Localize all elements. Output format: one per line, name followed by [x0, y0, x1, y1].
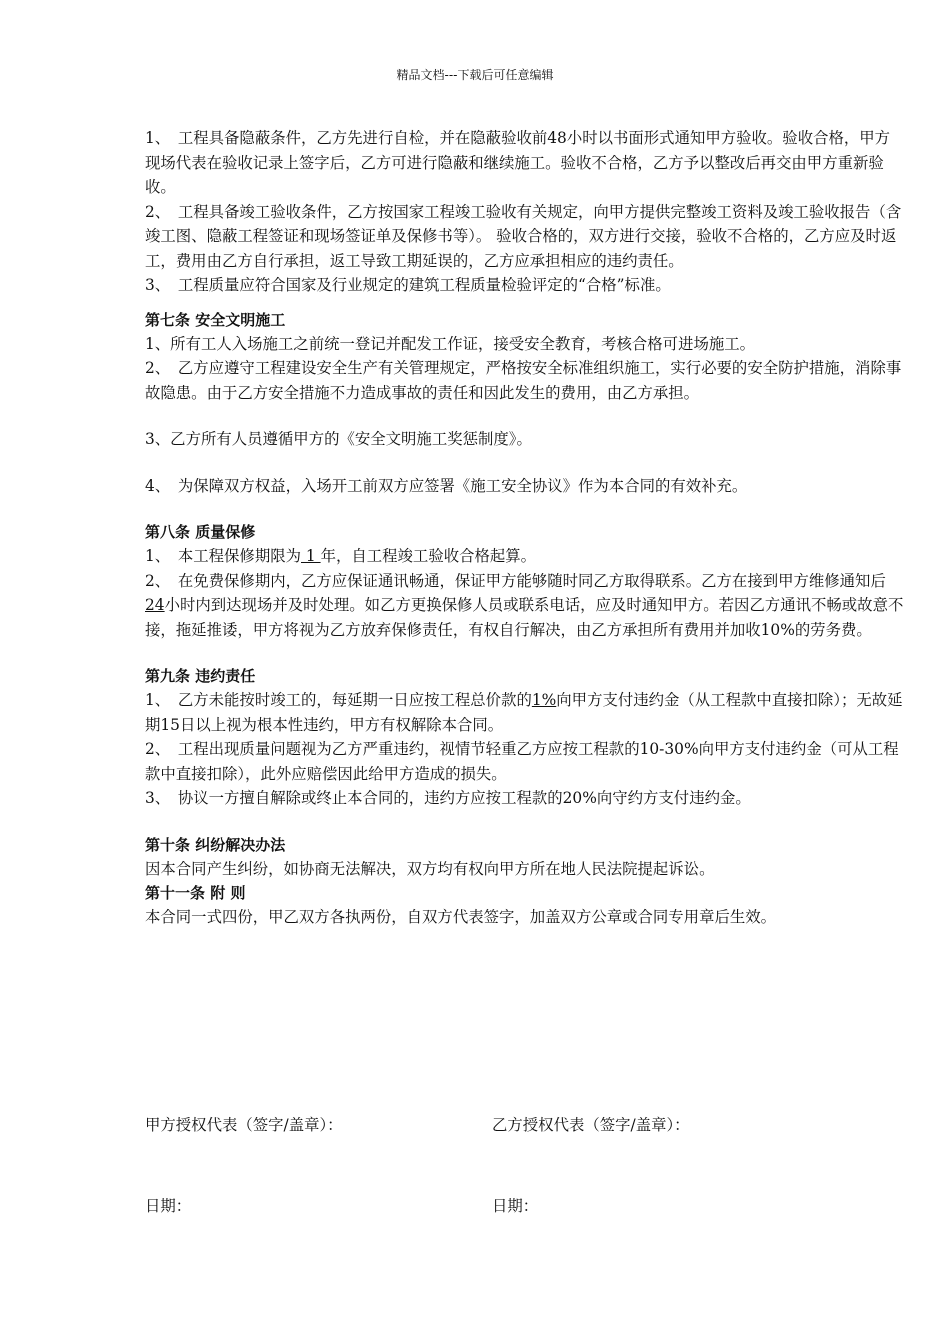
quality-clause-1: 1、 工程具备隐蔽条件，乙方先进行自检，并在隐蔽验收前48小时以书面形式通知甲方验收。验收合格，甲方现场代表在验收记录上签字后，乙方可进行隐蔽和继续施工。验收不合格，乙方予以整改后再交由甲方重新验收。 — [145, 129, 891, 196]
party-a-date: 日期： — [145, 1197, 192, 1215]
breach-clause-1: 1、 乙方未能按时竣工的，每延期一日应按工程总价款的1%向甲方支付违约金（从工程款中直接扣除）；无故延期15日以上视为根本性违约，甲方有权解除本合同。 — [145, 691, 903, 734]
breach-clause-2: 2、 工程出现质量问题视为乙方严重违约，视情节轻重乙方应按工程款的10-30%向甲方支付违约金（可从工程款中直接扣除），此外应赔偿因此给甲方造成的损失。 — [145, 740, 899, 783]
warranty-clause-2: 2、 在免费保修期内，乙方应保证通讯畅通，保证甲方能够随时同乙方取得联系。乙方在接到甲方维修通知后24小时内到达现场并及时处理。如乙方更换保修人员或联系电话，应及时通知甲方。若因乙方通讯不畅或故意不接，拖延推诿，甲方将视为乙方放弃保修责任，有权自行解决，由乙方承担所有费用并加收10%的劳务费。 — [145, 571, 904, 639]
page-header: 精品文档---下载后可任意编辑 — [396, 68, 554, 82]
section-10-title: 第十条 纠纷解决办法 — [145, 835, 286, 854]
dispute-clause: 因本合同产生纠纷，如协商无法解决，双方均有权向甲方所在地人民法院提起诉讼。 — [145, 859, 715, 878]
quality-clause-2: 2、 工程具备竣工验收条件，乙方按国家工程竣工验收有关规定，向甲方提供完整竣工资料及竣工验收报告（含竣工图、隐蔽工程签证和现场签证单及保修书等）。 验收合格的，双方进行交接，验收不合格的，乙方应及时返工，费用由乙方自行承担，返工导致工期延误的，乙方应承担相应的违约责任。 — [145, 202, 902, 270]
section-8-title: 第八条 质量保修 — [145, 523, 256, 541]
safety-clause-3: 3、乙方所有人员遵循甲方的《安全文明施工奖惩制度》。 — [145, 430, 532, 448]
section-7-title: 第七条 安全文明施工 — [145, 310, 286, 329]
safety-clause-4: 4、 为保障双方权益，入场开工前双方应签署《施工安全协议》作为本合同的有效补充。 — [145, 476, 748, 495]
supplementary-clause: 本合同一式四份，甲乙双方各执两份，自双方代表签字，加盖双方公章或合同专用章后生效。 — [145, 908, 777, 926]
warranty-clause-1: 1、 本工程保修期限为 1 年，自工程竣工验收合格起算。 — [145, 547, 537, 565]
section-11-title: 第十一条 附 则 — [145, 884, 246, 902]
quality-clause-3: 3、 工程质量应符合国家及行业规定的建筑工程质量检验评定的“合格”标准。 — [145, 276, 671, 294]
response-hours: 24 — [145, 596, 165, 614]
section-9-title: 第九条 违约责任 — [145, 667, 256, 685]
party-a-signature: 甲方授权代表（签字/盖章）： — [145, 1116, 343, 1134]
safety-clause-2: 2、 乙方应遵守工程建设安全生产有关管理规定，严格按安全标准组织施工，实行必要的安全防护措施，消除事故隐患。由于乙方安全措施不力造成事故的责任和因此发生的费用，由乙方承担。 — [145, 359, 902, 402]
contract-body — [145, 126, 905, 930]
penalty-rate: 1% — [531, 691, 557, 709]
breach-clause-3: 3、 协议一方擅自解除或终止本合同的，违约方应按工程款的20%向守约方支付违约金。 — [145, 789, 751, 807]
safety-clause-1: 1、所有工人入场施工之前统一登记并配发工作证，接受安全教育，考核合格可进场施工。 — [145, 334, 756, 353]
party-b-date: 日期： — [492, 1197, 539, 1215]
party-b-signature: 乙方授权代表（签字/盖章）： — [492, 1116, 690, 1134]
warranty-years: 1 — [301, 547, 321, 565]
